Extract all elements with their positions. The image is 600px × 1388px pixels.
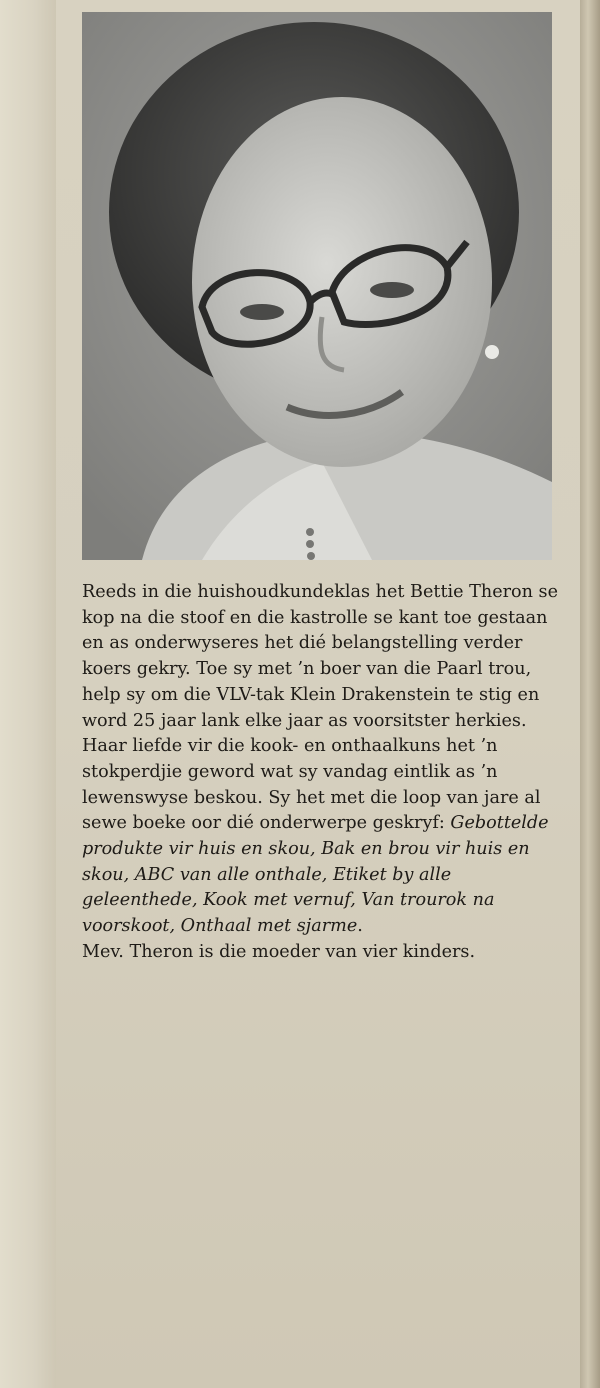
bio-paragraph-2: [82, 734, 562, 940]
author-portrait-photo: [82, 12, 552, 560]
bio-paragraph-2-end: .: [357, 916, 363, 937]
book-spine-edge: [580, 0, 600, 1388]
bio-paragraph-3: Mev. Theron is die moeder van vier kinders.: [82, 941, 476, 962]
page-left-margin: [0, 0, 56, 1388]
bio-paragraph-1: Reeds in die huishoudkundeklas het Bettie Theron se kop na die stoof en die kastrolle se kant toe gestaan en as onderwyseres het dié belangstelling verder koers gekry. Toe sy met ’n boer van die Paarl trou, help sy om die VLV-tak Klein Drakenstein te stig en word 25 jaar lank elke jaar as voorsitster herkies.: [82, 582, 558, 731]
author-biography: [82, 580, 562, 966]
bio-paragraph-2-intro: Haar liefde vir die kook- en onthaalkuns het ’n stokperdjie geword wat sy vandag eintlik as ’n lewenswyse beskou. Sy het met die loop van jare al sewe boeke oor dié onderwerpe geskryf:: [82, 736, 541, 834]
book-titles-list: Gebottelde produkte vir huis en skou, Bak en brou vir huis en skou, ABC van alle onthale, Etiket by alle geleenthede, Kook met vernuf, Van trourok na voorskoot, Onthaal met sjarme: [82, 813, 549, 937]
